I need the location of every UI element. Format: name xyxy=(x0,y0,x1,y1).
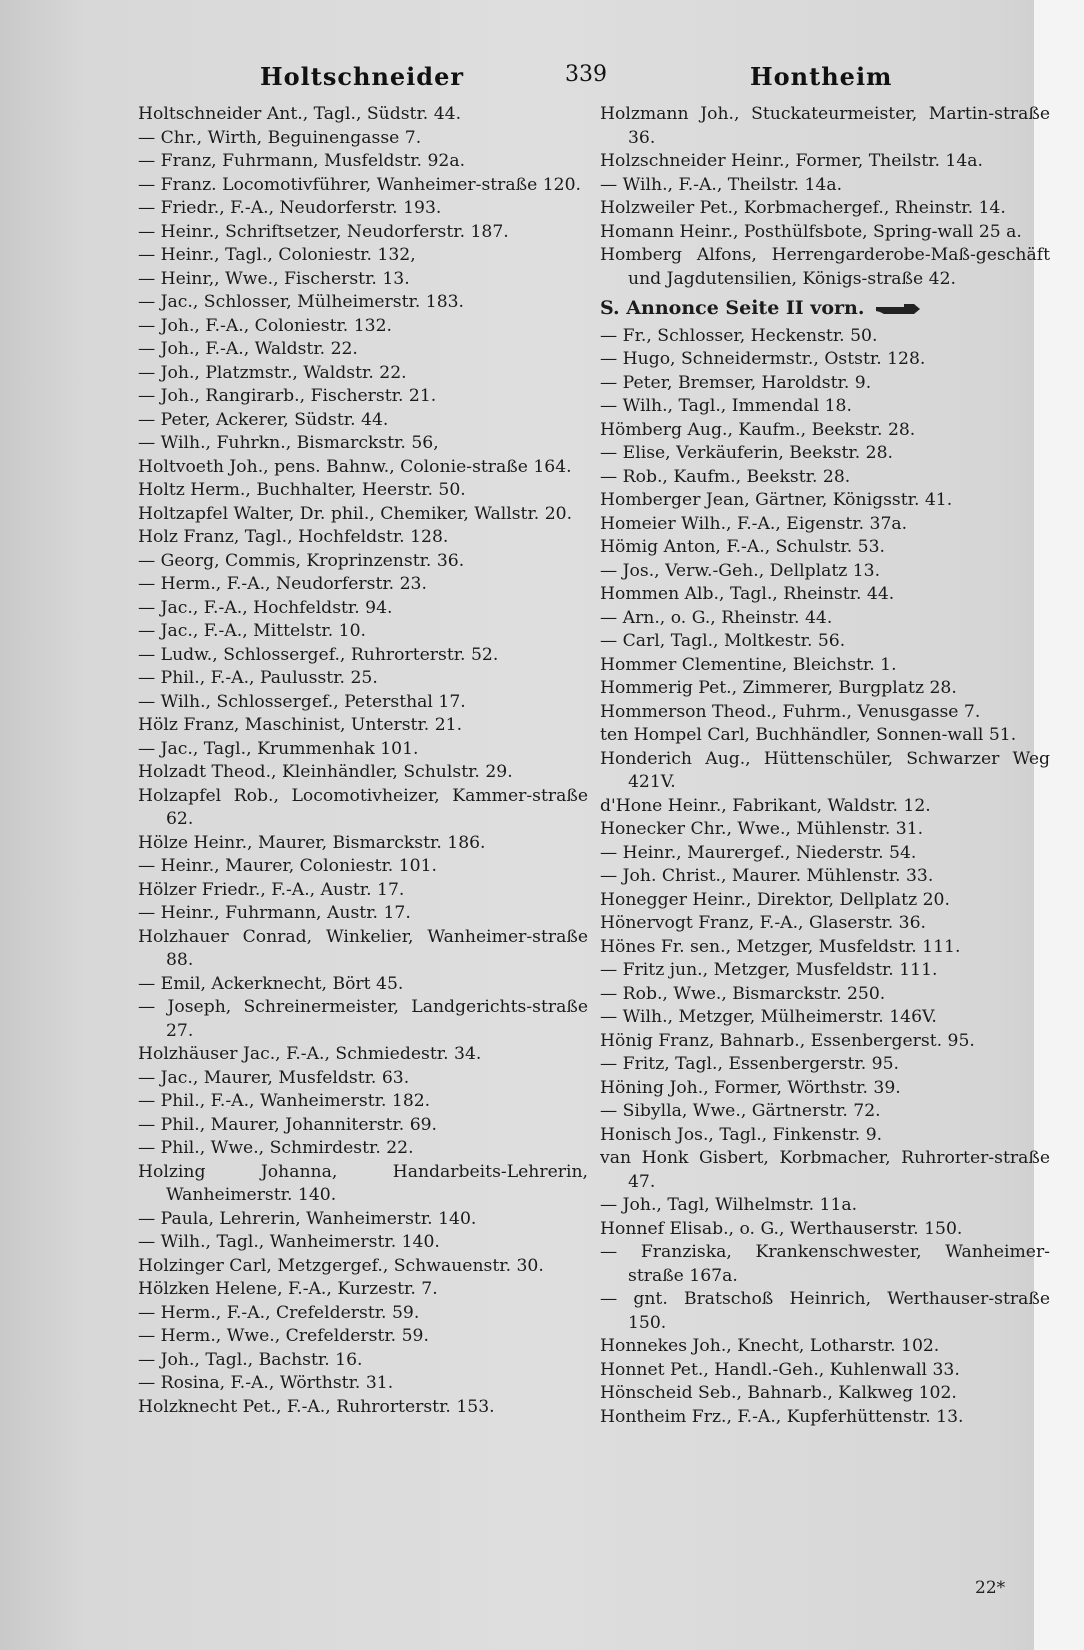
signature-mark: 22* xyxy=(975,1578,1006,1598)
directory-entry: Holzhäuser Jac., F.-A., Schmiedestr. 34. xyxy=(138,1044,482,1064)
directory-entry: — Jac., Maurer, Musfeldstr. 63. xyxy=(138,1067,410,1088)
page-number: 339 xyxy=(565,62,607,87)
directory-entry: Holzing Johanna, Handarbeits-Lehrerin, Wanheimerstr. 140. xyxy=(138,1161,588,1205)
directory-entry: Holzmann Joh., Stuckateurmeister, Martin-straße 36. xyxy=(600,104,1050,148)
directory-entry: — Fritz, Tagl., Essenbergerstr. 95. xyxy=(600,1054,899,1074)
directory-entry: — Herm., F.-A., Neudorferstr. 23. xyxy=(138,574,427,594)
directory-entry: Homann Heinr., Posthülfsbote, Spring-wall 25 a. xyxy=(600,221,1022,242)
directory-entry: Hölzken Helene, F.-A., Kurzestr. 7. xyxy=(138,1279,438,1299)
directory-entry: — Jac., Tagl., Krummenhak 101. xyxy=(138,738,419,759)
directory-entry: — Peter, Bremser, Haroldstr. 9. xyxy=(600,372,872,393)
directory-entry: — Wilh., Schlossergef., Petersthal 17. xyxy=(138,691,466,712)
directory-entry: — Hugo, Schneidermstr., Oststr. 128. xyxy=(600,349,926,369)
directory-entry: Honegger Heinr., Direktor, Dellplatz 20. xyxy=(600,889,950,910)
directory-entry: ten Hompel Carl, Buchhändler, Sonnen-wall 51. xyxy=(600,725,1017,745)
directory-entry: Holzhauer Conrad, Winkelier, Wanheimer-straße 88. xyxy=(138,926,588,970)
directory-entry: — Herm., F.-A., Crefelderstr. 59. xyxy=(138,1302,420,1323)
directory-entry: — Joh., F.-A., Waldstr. 22. xyxy=(138,339,358,359)
directory-entry: Honnef Elisab., o. G., Werthauserstr. 150. xyxy=(600,1218,963,1239)
directory-entry: — Rob., Kaufm., Beekstr. 28. xyxy=(600,466,851,487)
directory-entry: Hölzer Friedr., F.-A., Austr. 17. xyxy=(138,879,405,900)
directory-entry: — Jac., Schlosser, Mülheimerstr. 183. xyxy=(138,292,465,312)
directory-entry: — Heinr., Fuhrmann, Austr. 17. xyxy=(138,903,411,923)
directory-entry: Holtzapfel Walter, Dr. phil., Chemiker, Wallstr. 20. xyxy=(138,503,573,524)
directory-entry: — Heinr., Schriftsetzer, Neudorferstr. 187. xyxy=(138,221,509,242)
directory-entry: Honecker Chr., Wwe., Mühlenstr. 31. xyxy=(600,819,924,839)
directory-entry: Honisch Jos., Tagl., Finkenstr. 9. xyxy=(600,1124,883,1145)
directory-entry: Hönes Fr. sen., Metzger, Musfeldstr. 111. xyxy=(600,936,961,957)
directory-entry: Holtz Herm., Buchhalter, Heerstr. 50. xyxy=(138,480,466,500)
directory-entry: — Wilh., F.-A., Theilstr. 14a. xyxy=(600,174,843,195)
directory-entry: — Heinr., Tagl., Coloniestr. 132, xyxy=(138,245,416,265)
directory-entry: Hommen Alb., Tagl., Rheinstr. 44. xyxy=(600,584,895,604)
directory-entry: Honnet Pet., Handl.-Geh., Kuhlenwall 33. xyxy=(600,1359,960,1380)
directory-entry: d'Hone Heinr., Fabrikant, Waldstr. 12. xyxy=(600,795,931,816)
directory-entry: — Heinr., Maurer, Coloniestr. 101. xyxy=(138,856,437,876)
directory-entry: — Wilh., Metzger, Mülheimerstr. 146V. xyxy=(600,1007,937,1027)
directory-entry: — Joh., F.-A., Coloniestr. 132. xyxy=(138,315,392,336)
directory-entry: — Jac., F.-A., Hochfeldstr. 94. xyxy=(138,597,393,618)
directory-entry: — gnt. Bratschoß Heinrich, Werthauser-straße 150. xyxy=(600,1289,1050,1333)
directory-entry: Holtvoeth Joh., pens. Bahnw., Colonie-straße 164. xyxy=(138,456,572,477)
directory-entry: — Heinr,, Wwe., Fischerstr. 13. xyxy=(138,268,410,289)
directory-entry: Hönervogt Franz, F.-A., Glaserstr. 36. xyxy=(600,913,926,933)
directory-entry: — Jac., F.-A., Mittelstr. 10. xyxy=(138,621,367,641)
advertisement-reference: S. Annonce Seite II vorn. xyxy=(600,291,1050,325)
directory-entry: — Wilh., Tagl., Immendal 18. xyxy=(600,396,852,416)
directory-entry: Holzweiler Pet., Korbmachergef., Rheinstr. 14. xyxy=(600,198,1006,218)
directory-entry: — Wilh., Fuhrkn., Bismarckstr. 56, xyxy=(138,433,439,453)
directory-entry: — Franziska, Krankenschwester, Wanheimer-straße 167a. xyxy=(600,1242,1050,1286)
directory-entry: — Elise, Verkäuferin, Beekstr. 28. xyxy=(600,443,894,463)
directory-entry: Holzapfel Rob., Locomotivheizer, Kammer-straße 62. xyxy=(138,785,588,829)
directory-entry: Hömig Anton, F.-A., Schulstr. 53. xyxy=(600,537,886,557)
directory-entry: Holzinger Carl, Metzgergef., Schwauenstr. 30. xyxy=(138,1255,544,1276)
page-header xyxy=(120,58,1035,98)
directory-entry: — Phil., Maurer, Johanniterstr. 69. xyxy=(138,1114,438,1135)
directory-entry: — Phil., F.-A., Paulusstr. 25. xyxy=(138,668,378,688)
directory-entry: Homberger Jean, Gärtner, Königsstr. 41. xyxy=(600,490,953,510)
directory-entry: — Ludw., Schlossergef., Ruhrorterstr. 52. xyxy=(138,644,499,665)
directory-entry: — Joh., Tagl., Bachstr. 16. xyxy=(138,1349,363,1370)
directory-entry: Hölze Heinr., Maurer, Bismarckstr. 186. xyxy=(138,832,486,853)
header-left-word: Holtschneider xyxy=(260,62,464,91)
directory-entry: — Franz. Locomotivführer, Wanheimer-straße 120. xyxy=(138,174,582,195)
directory-entry: van Honk Gisbert, Korbmacher, Ruhrorter-straße 47. xyxy=(600,1148,1050,1192)
directory-entry: Homberg Alfons, Herrengarderobe-Maß-geschäft und Jagdutensilien, Königs-straße 42. xyxy=(600,245,1050,289)
directory-entry: — Heinr., Maurergef., Niederstr. 54. xyxy=(600,842,917,863)
directory-entry: — Arn., o. G., Rheinstr. 44. xyxy=(600,607,833,628)
directory-entry: Höning Joh., Former, Wörthstr. 39. xyxy=(600,1077,901,1098)
directory-entry: — Joseph, Schreinermeister, Landgerichts-straße 27. xyxy=(138,997,588,1041)
directory-entry: — Georg, Commis, Kroprinzenstr. 36. xyxy=(138,550,465,571)
directory-entry: Hönig Franz, Bahnarb., Essenbergerst. 95. xyxy=(600,1030,975,1051)
directory-entry: — Phil., F.-A., Wanheimerstr. 182. xyxy=(138,1091,431,1111)
directory-entry: — Franz, Fuhrmann, Musfeldstr. 92a. xyxy=(138,151,466,171)
directory-entry: — Friedr., F.-A., Neudorferstr. 193. xyxy=(138,198,442,218)
header-right-word: Hontheim xyxy=(750,62,893,91)
directory-entry: Holz Franz, Tagl., Hochfeldstr. 128. xyxy=(138,527,449,547)
directory-entry: — Joh. Christ., Maurer. Mühlenstr. 33. xyxy=(600,866,934,886)
left-column xyxy=(138,103,588,1419)
directory-entry: — Sibylla, Wwe., Gärtnerstr. 72. xyxy=(600,1101,881,1121)
directory-entry: — Jos., Verw.-Geh., Dellplatz 13. xyxy=(600,560,881,581)
directory-entry: — Rosina, F.-A., Wörthstr. 31. xyxy=(138,1373,394,1393)
directory-entry: Hömberg Aug., Kaufm., Beekstr. 28. xyxy=(600,419,916,440)
directory-entry: — Joh., Tagl, Wilhelmstr. 11a. xyxy=(600,1195,858,1215)
directory-entry: — Chr., Wirth, Beguinengasse 7. xyxy=(138,127,422,148)
directory-entry: Holzschneider Heinr., Former, Theilstr. 14a. xyxy=(600,151,983,171)
directory-entry: — Fritz jun., Metzger, Musfeldstr. 111. xyxy=(600,960,938,980)
directory-entry: — Emil, Ackerknecht, Bört 45. xyxy=(138,973,404,994)
right-column xyxy=(600,103,1050,1429)
directory-entry: — Joh., Rangirarb., Fischerstr. 21. xyxy=(138,386,437,406)
directory-entry: Holzknecht Pet., F.-A., Ruhrorterstr. 153. xyxy=(138,1396,495,1417)
directory-entry: — Paula, Lehrerin, Wanheimerstr. 140. xyxy=(138,1208,477,1229)
directory-entry: — Joh., Platzmstr., Waldstr. 22. xyxy=(138,362,407,383)
directory-entry: Holzadt Theod., Kleinhändler, Schulstr. 29. xyxy=(138,762,513,782)
directory-entry: — Peter, Ackerer, Südstr. 44. xyxy=(138,409,389,430)
directory-entry: Hommer Clementine, Bleichstr. 1. xyxy=(600,654,897,675)
directory-entry: Hontheim Frz., F.-A., Kupferhüttenstr. 13. xyxy=(600,1406,964,1427)
directory-entry: — Phil., Wwe., Schmirdestr. 22. xyxy=(138,1138,414,1158)
directory-entry: Hölz Franz, Maschinist, Unterstr. 21. xyxy=(138,715,463,735)
directory-entry: — Rob., Wwe., Bismarckstr. 250. xyxy=(600,983,886,1004)
directory-entry: Hönscheid Seb., Bahnarb., Kalkweg 102. xyxy=(600,1383,957,1403)
directory-entry: — Herm., Wwe., Crefelderstr. 59. xyxy=(138,1326,429,1346)
directory-entry: Honderich Aug., Hüttenschüler, Schwarzer Weg 421V. xyxy=(600,748,1050,792)
pointing-hand-icon xyxy=(874,302,922,316)
directory-entry: Hommerson Theod., Fuhrm., Venusgasse 7. xyxy=(600,701,981,722)
directory-entry: Honnekes Joh., Knecht, Lotharstr. 102. xyxy=(600,1336,940,1356)
directory-entry: Holtschneider Ant., Tagl., Südstr. 44. xyxy=(138,104,462,124)
directory-entry: — Fr., Schlosser, Heckenstr. 50. xyxy=(600,325,878,346)
directory-entry: — Carl, Tagl., Moltkestr. 56. xyxy=(600,631,846,651)
directory-entry: Hommerig Pet., Zimmerer, Burgplatz 28. xyxy=(600,678,957,698)
directory-entry: Homeier Wilh., F.-A., Eigenstr. 37a. xyxy=(600,513,908,534)
directory-entry: — Wilh., Tagl., Wanheimerstr. 140. xyxy=(138,1232,440,1252)
